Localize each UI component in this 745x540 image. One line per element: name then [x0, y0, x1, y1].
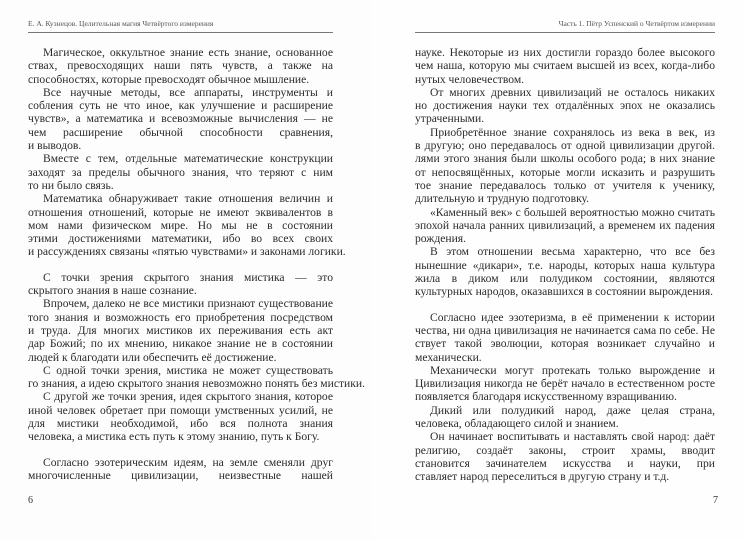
text-line: Магическое, оккультное знание есть знание, основанное — [43, 46, 333, 59]
text-line: утраченными. — [415, 112, 485, 126]
text-line: этими достижениями математики, ибо во всех своих — [28, 232, 333, 246]
paragraph — [28, 390, 333, 443]
text-line: ставляет народ переселиться в другую страну и т.д. — [415, 470, 670, 484]
text-line: нутых человечеством. — [415, 72, 525, 86]
text-section — [28, 46, 346, 259]
text-line: того знания и возможность его приобретения посредством — [28, 310, 333, 324]
paragraph — [415, 430, 715, 483]
text-line: лями этого знания были школы особого рода; в них знание — [415, 152, 715, 166]
text-line: С другой же точки зрения, идея скрытого знания, которое — [43, 390, 333, 404]
paragraph — [415, 46, 715, 86]
text-line: С точки зрения скрытого знания мистика — это — [43, 270, 333, 284]
text-line: длительную и трудную подготовку. — [415, 192, 590, 206]
text-line: Все научные методы, все аппараты, инструменты и — [43, 85, 333, 99]
text-line: культурных народов, оказавшихся в состоянии вырождения. — [415, 285, 714, 299]
paragraph — [415, 245, 715, 298]
paragraph — [28, 46, 333, 86]
text-line: Согласно эзотерическим идеям, на земле сменяли друг — [43, 455, 333, 469]
text-column — [415, 46, 715, 484]
text-section — [415, 46, 715, 299]
text-line: от непосвящённых, которые могли исказить и разрушить — [415, 165, 715, 179]
text-line: Согласно идее эзотеризма, в её применении к истории — [430, 310, 715, 324]
text-section — [415, 311, 715, 484]
right-page — [372, 0, 745, 540]
text-line: рождения. — [415, 232, 466, 246]
text-line: чем расширение обычной способности сравнения, — [28, 125, 333, 139]
header-rule — [28, 32, 333, 33]
text-line: способностях, которые превосходят обычное мышление. — [28, 72, 310, 86]
text-line: и рассуждениях связаны «пятью чувствами» и законами логики. — [28, 245, 346, 259]
page-number: 7 — [713, 495, 718, 506]
paragraph — [415, 364, 715, 404]
text-column — [28, 46, 365, 482]
paragraph — [28, 363, 365, 391]
text-line: нынешние «дикари», т.е. народы, которых наша культура — [415, 258, 715, 272]
left-page — [0, 0, 372, 540]
header-rule — [415, 32, 715, 33]
running-header: Е. А. Кузнецов. Целительная магия Четвёртого измерения — [28, 19, 214, 28]
text-line: дар Божий; по их мнению, никакое знание не в состоянии — [28, 337, 333, 351]
text-line: жила в диком или полудиком состоянии, являются — [415, 272, 715, 286]
text-line: В этом отношении весьма характерно, что все без — [430, 245, 715, 259]
text-line: и труда. Для многих мистиков их переживания есть акт — [28, 323, 333, 337]
text-line: го знания, а идею скрытого знания невозможно понять без мистики. — [28, 377, 365, 391]
paragraph — [28, 86, 333, 152]
text-line: эпохой начала ранних цивилизаций, а временем их падения — [415, 218, 715, 232]
text-line: религию, создаёт законы, строит храмы, вводит — [415, 443, 715, 457]
text-line: Вместе с тем, отдельные математические конструкции — [43, 152, 333, 166]
text-line: Цивилизация никогда не берёт начало в естественном росте — [415, 377, 715, 391]
text-line: «Каменный век» с большей вероятностью можно считать — [430, 205, 715, 219]
text-line: и выводов. — [28, 139, 82, 153]
text-section — [28, 456, 333, 483]
text-line: собления суть не что иное, как улучшение и расширение — [28, 99, 333, 113]
running-header: Часть 1. Пётр Успенский о Четвёртом измерении — [558, 19, 715, 28]
text-line: скрытого знания в наше сознание. — [28, 284, 197, 298]
text-line: Механически могут протекать только вырождение и — [430, 363, 715, 377]
paragraph — [415, 404, 715, 431]
text-line: то ни было связь. — [28, 178, 114, 192]
paragraph — [28, 271, 333, 298]
text-line: механически. — [415, 350, 482, 364]
text-line: человека, а мистика есть путь к этому знанию, путь к Богу. — [28, 430, 320, 444]
text-line: чувств», а математика и всевозможные вычисления — не — [28, 112, 333, 126]
text-line: но достижения науки тех отдалённых эпох не оказались — [415, 99, 715, 113]
text-line: Дикий или полудикий народ, даже целая страна, — [430, 403, 715, 417]
text-line: человека, обладающего силой и знанием. — [415, 417, 619, 431]
text-line: для мистики необходимой, ибо вся полнота знания — [28, 417, 333, 431]
paragraph — [415, 126, 715, 206]
paragraph — [28, 297, 333, 363]
paragraph — [28, 456, 333, 483]
text-line: появляется благодаря искусственному взращиванию. — [415, 390, 677, 404]
text-line: Приобретённое знание сохранялось из века в век, из — [430, 125, 715, 139]
text-line: в другую; оно передавалось от одной цивилизации другой. — [415, 139, 715, 153]
paragraph — [415, 86, 715, 126]
text-line: ствует такой эволюции, которая возникает случайно и — [415, 337, 715, 351]
text-line: иной человек обретает при помощи умственных усилий, не — [28, 403, 333, 417]
paragraph — [415, 311, 715, 364]
text-line: мом нами физическом мире. Но мы не в состоянии — [28, 218, 333, 232]
text-line: Он начинает воспитывать и наставлять свой народ: даёт — [430, 430, 715, 444]
text-line: науке. Некоторые из них достигли гораздо более высокого — [415, 46, 715, 59]
text-line: Математика обнаруживает такие отношения величин и — [43, 192, 333, 206]
paragraph — [415, 206, 715, 246]
text-line: чества, ни одна цивилизация не начинается сама по себе. Не — [415, 323, 715, 337]
text-line: С одной точки зрения, мистика не может существовать — [43, 363, 333, 377]
paragraph — [28, 152, 333, 192]
text-section — [28, 270, 365, 444]
page-number: 6 — [28, 495, 33, 506]
text-line: ствах, превосходящих наши пять чувств, а также на — [28, 59, 333, 73]
text-line: тое знание передавалось только от учителя к ученику, — [415, 178, 715, 192]
text-line: чем наша, которую мы считаем высшей из всех, когда-либо — [415, 59, 715, 73]
text-line: Впрочем, далеко не все мистики признают существование — [43, 297, 333, 311]
text-line: людей к благодати или обеспечить её достижение. — [28, 350, 277, 364]
text-line: заходят за пределы обычного знания, что теряют с ним — [28, 165, 333, 179]
text-line: многочисленные цивилизации, неизвестные нашей — [28, 468, 333, 482]
text-line: становится зачинателем искусства и науки, при — [415, 456, 715, 470]
text-line: отношения отношений, которые не имеют эквивалентов в — [28, 205, 333, 219]
paragraph — [28, 192, 346, 259]
text-line: От многих древних цивилизаций не осталось никаких — [430, 85, 715, 99]
